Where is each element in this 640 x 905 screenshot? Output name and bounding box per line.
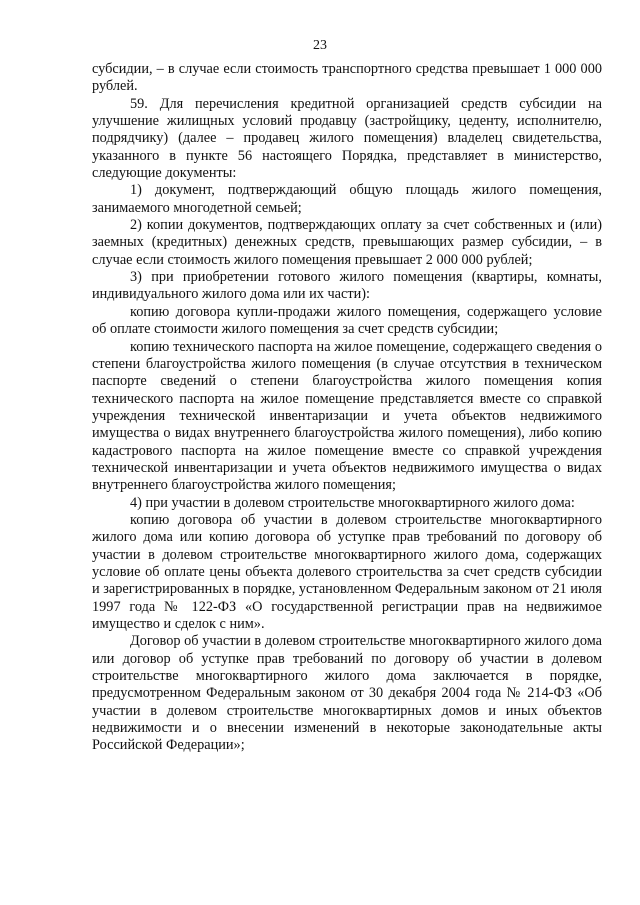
list-item-1: 1) документ, подтверждающий общую площадь жилого помещения, занимаемого многодетной семьей; bbox=[92, 182, 602, 216]
list-item-3-technical-passport: копию технического паспорта на жилое помещение, содержащего сведения о степени благоустройства жилого помещения (в случае отсутствия в техническом паспорте сведений о степени благоустройства жилого помещения копия технического паспорта на жилое помещение представляется вместе со справкой учреждения технической инвентаризации и учета объектов недвижимого имущества о видах внутреннего благоустройства жилого помещения), либо копию кадастрового паспорта на жилое помещение вместе со справкой учреждения технической инвентаризации и учета объектов недвижимого имущества о видах внутреннего благоустройства жилого помещения; bbox=[92, 338, 602, 494]
list-item-3-sale-contract: копию договора купли-продажи жилого помещения, содержащего условие об оплате стоимости жилого помещения за счет средств субсидии; bbox=[92, 303, 602, 338]
paragraph-subsidy-vehicle: субсидии, – в случае если стоимость транспортного средства превышает 1 000 000 рублей. bbox=[92, 61, 602, 95]
document-body bbox=[92, 61, 602, 755]
paragraph-contract-conclusion: Договор об участии в долевом строительстве многоквартирного жилого дома или договор об уступке прав требований по договору об участии в долевом строительстве многоквартирного жилого дома заключается в порядке, предусмотренном Федеральным законом от 30 декабря 2004 года № 214-ФЗ «Об участии в долевом строительстве многоквартирных домов и иных объектов недвижимости и о внесении изменений в некоторые законодательные акты Российской Федерации»; bbox=[92, 633, 602, 754]
paragraph-59: 59. Для перечисления кредитной организацией средств субсидии на улучшение жилищных условий продавцу (застройщику, цеденту, исполнителю, подрядчику) (далее – продавец жилого помещения) владелец свидетельства, указанного в пункте 56 настоящего Порядка, представляет в министерство, следующие документы: bbox=[92, 95, 602, 182]
page-number: 23 bbox=[313, 38, 327, 53]
list-item-3: 3) при приобретении готового жилого помещения (квартиры, комнаты, индивидуального жилого дома или их части): bbox=[92, 269, 602, 303]
list-item-4-shared-construction-contract: копию договора об участии в долевом строительстве многоквартирного жилого дома или копию договора об уступке прав требований по договору об участии в долевом строительстве многоквартирного жилого дома, содержащих условие об оплате цены объекта долевого строительства за счет средств субсидии и зарегистрированных в порядке, установленном Федеральным законом от 21 июля 1997 года № 122-ФЗ «О государственной регистрации прав на недвижимое имущество и сделок с ним». bbox=[92, 511, 602, 632]
list-item-4: 4) при участии в долевом строительстве многоквартирного жилого дома: bbox=[130, 494, 575, 511]
list-item-2: 2) копии документов, подтверждающих оплату за счет собственных и (или) заемных (кредитных) денежных средств, превышающих размер субсидии, – в случае если стоимость жилого помещения превышает 2 000 000 рублей; bbox=[92, 217, 602, 268]
